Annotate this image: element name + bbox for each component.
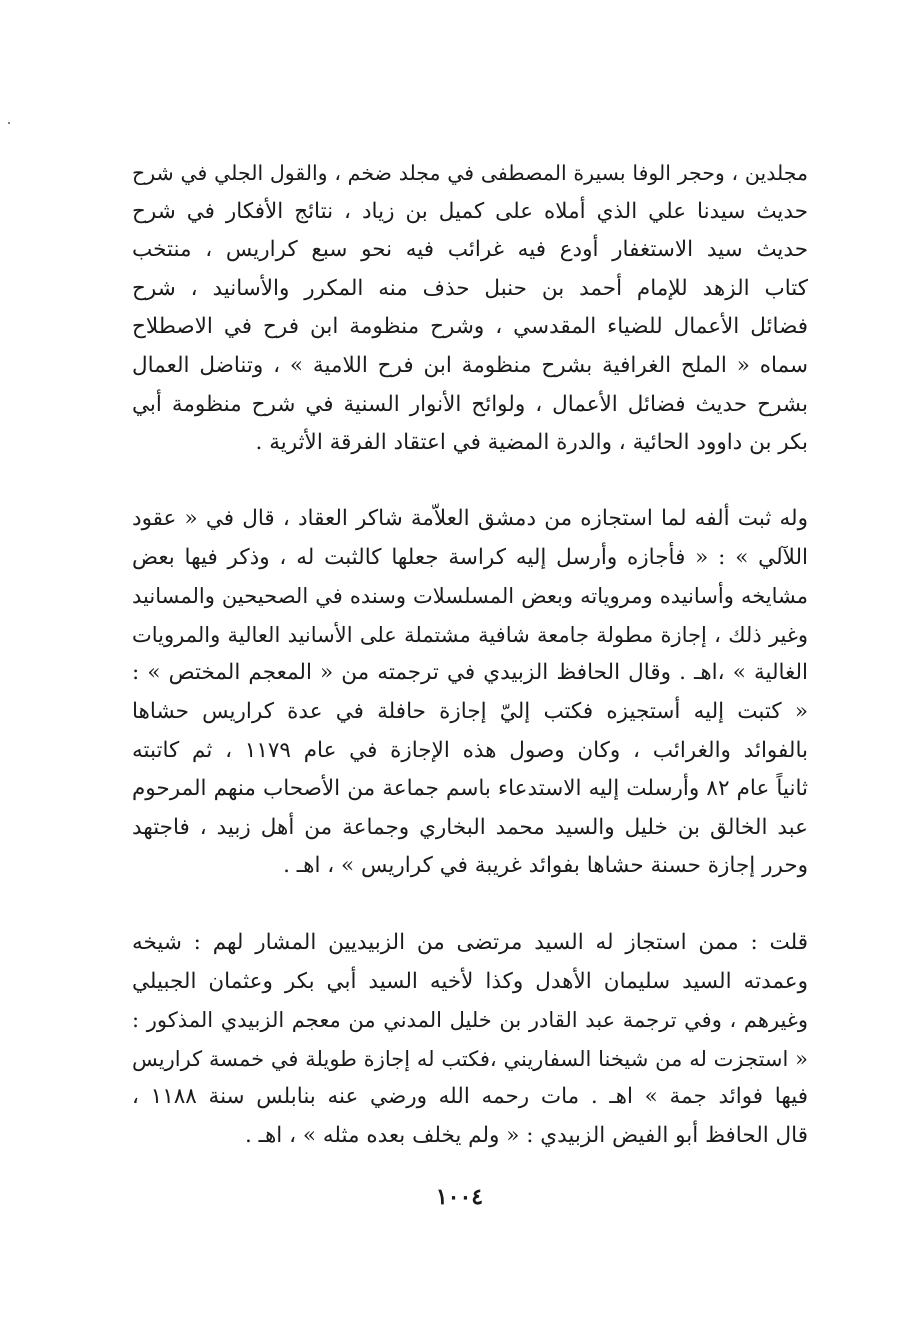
text-line: الغالية » ،اهـ . وقال الحافظ الزبيدي في ترجمته من « المعجم المختص » : [132,660,808,686]
text-line: فيها فوائد جمة » اهـ . مات رحمه الله ورضي عنه بنابلس سنة ١١٨٨ ، [132,1084,808,1110]
text-line: اللآلي » : « فأجازه وأرسل إليه كراسة جعلها كالثبت له ، وذكر فيها بعض [132,544,808,570]
text-line: فضائل الأعمال للضياء المقدسي ، وشرح منظومة ابن فرح في الاصطلاح [132,314,808,340]
text-line: وحرر إجازة حسنة حشاها بفوائد غريبة في كراريس » ، اهـ . [283,853,808,879]
text-line: قال الحافظ أبو الفيض الزبيدي : « ولم يخلف بعده مثله » ، اهـ . [245,1122,808,1148]
text-line: سماه « الملح الغرافية بشرح منظومة ابن فرح اللامية » ، وتناضل العمال [132,352,808,378]
text-line: كتاب الزهد للإمام أحمد بن حنبل حذف منه المكرر والأسانيد ، شرح [132,275,808,301]
text-line: وغير ذلك ، إجازة مطولة جامعة شافية مشتملة على الأسانيد العالية والمرويات [132,622,808,647]
text-line: وله ثبت ألفه لما استجازه من دمشق العلاّمة شاكر العقاد ، قال في « عقود [132,506,808,531]
text-line: قلت : ممن استجاز له السيد مرتضى من الزبيديين المشار لهم : شيخه [132,930,808,955]
text-line: وعمدته السيد سليمان الأهدل وكذا لأخيه السيد أبي بكر وعثمان الجبيلي [132,968,808,994]
text-line: وغيرهم ، وفي ترجمة عبد القادر بن خليل المدني من معجم الزبيدي المذكور : [132,1008,808,1033]
paragraph-1 [132,154,808,463]
paragraph-2 [132,500,808,886]
text-line: مشايخه وأسانيده ومروياته وبعض المسلسلات وسنده في الصحيحين والمسانيد [132,584,808,609]
text-line: حديث سيدنا علي الذي أملاه على كميل بن زياد ، نتائج الأفكار في شرح [132,198,808,224]
text-line: عبد الخالق بن خليل والسيد محمد البخاري وجماعة من أهل زبيد ، فاجتهد [132,814,808,840]
page-number: ١٠٠٤ [435,1184,484,1210]
paragraph-3 [132,924,808,1156]
text-line: « كتبت إليه أستجيزه فكتب إليّ إجازة حافلة في عدة كراريس حشاها [132,698,808,724]
text-line: بشرح حديث فضائل الأعمال ، ولوائح الأنوار السنية في شرح منظومة أبي [132,391,808,417]
text-line: حديث سيد الاستغفار أودع فيه غرائب فيه نحو سبع كراريس ، منتخب [132,237,808,263]
text-line: « استجزت له من شيخنا السفاريني ،فكتب له إجازة طويلة في خمسة كراريس [132,1046,808,1071]
text-line: مجلدين ، وحجر الوفا بسيرة المصطفى في مجلد ضخم ، والقول الجلي في شرح [132,161,808,185]
text-line: بالفوائد والغرائب ، وكان وصول هذه الإجازة في عام ١١٧٩ ، ثم كاتبته [132,737,808,763]
text-line: بكر بن داوود الحائية ، والدرة المضية في اعتقاد الفرقة الأثرية . [255,430,808,456]
text-line: ثانياً عام ٨٢ وأرسلت إليه الاستدعاء باسم جماعة من الأصحاب منهم المرحوم [132,776,808,802]
margin-dot [8,122,10,124]
